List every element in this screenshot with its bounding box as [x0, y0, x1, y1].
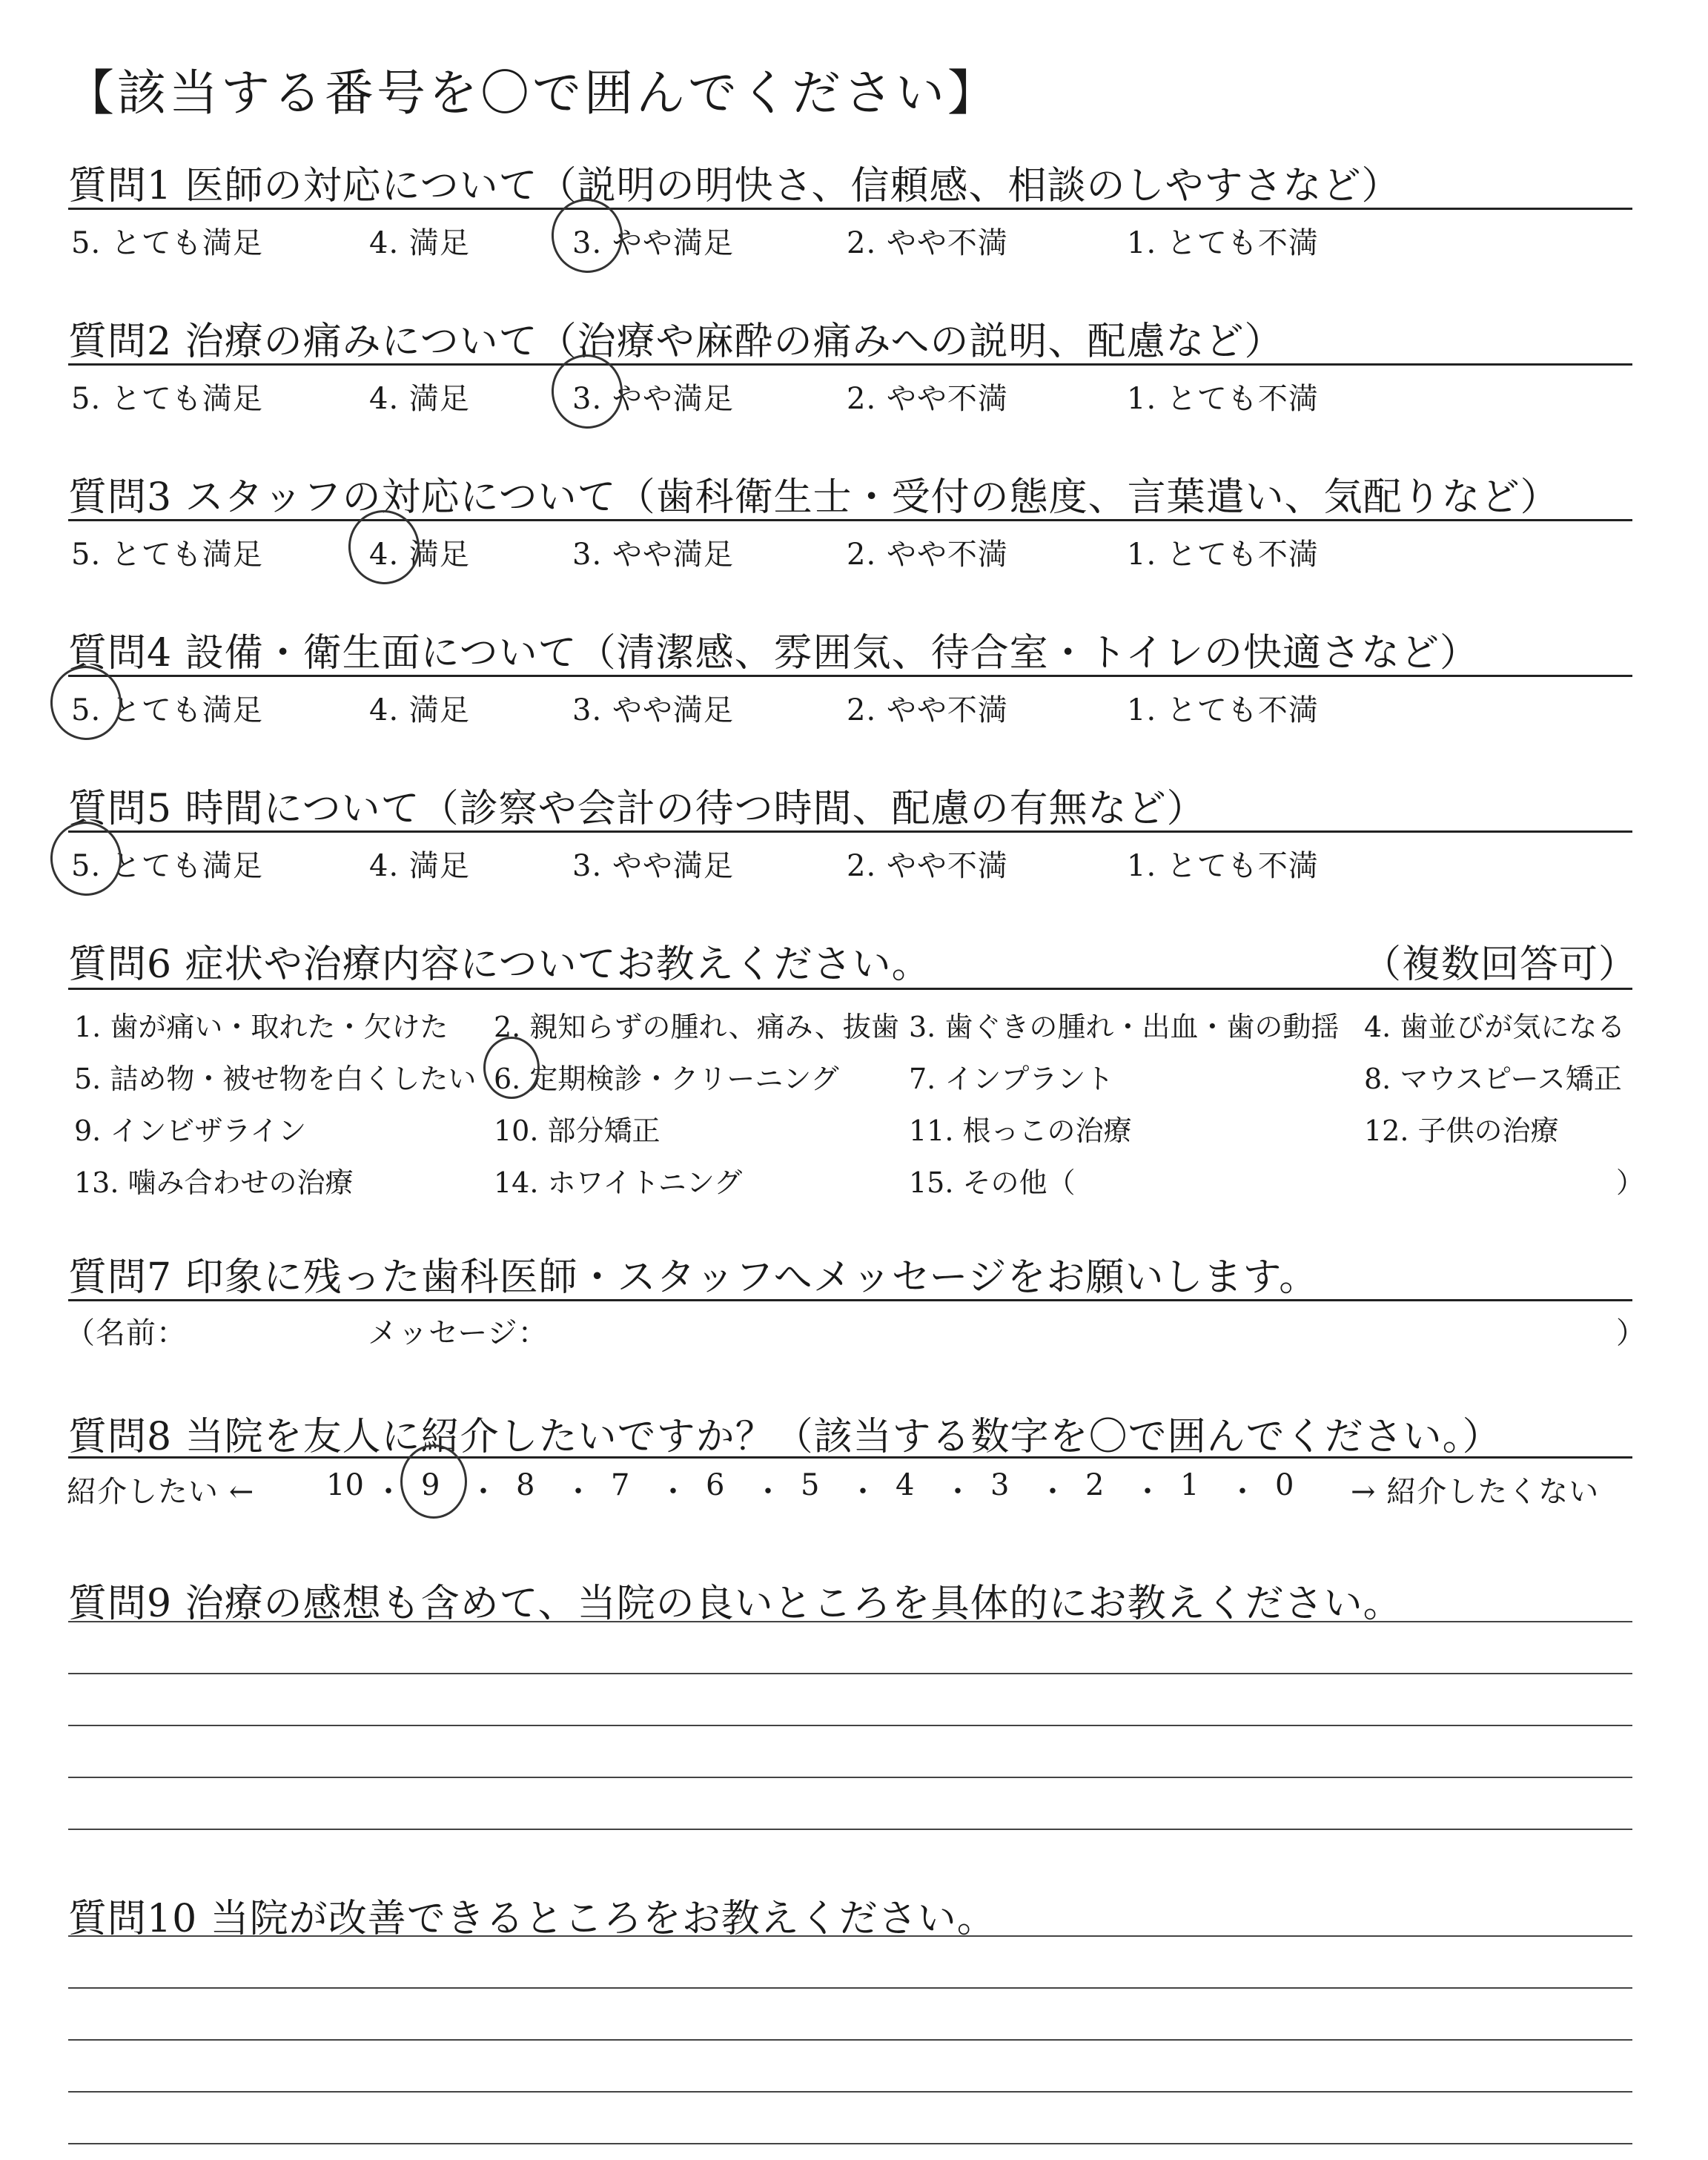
scale-dot: ・: [374, 1475, 403, 1509]
scale-value-5[interactable]: 5: [801, 1468, 820, 1502]
q9-answer-line[interactable]: [68, 1673, 1632, 1674]
q6-option-13[interactable]: 13. 噛み合わせの治療: [74, 1166, 354, 1199]
question-5-option-2[interactable]: 2. やや不満: [847, 849, 1008, 883]
question-4-option-1[interactable]: 1. とても不満: [1127, 693, 1319, 727]
q6-note: （複数回答可）: [1363, 942, 1638, 987]
scale-value-3[interactable]: 3: [990, 1468, 1010, 1502]
q6-option-14[interactable]: 14. ホワイトニング: [494, 1166, 743, 1199]
question-1-option-4[interactable]: 4. 満足: [369, 226, 470, 260]
q6-option-7[interactable]: 7. インプラント: [909, 1063, 1114, 1095]
q6-option-5[interactable]: 5. 詰め物・被せ物を白くしたい: [74, 1063, 477, 1095]
question-1-option-3[interactable]: 3. やや満足: [572, 226, 734, 260]
q6-option-9[interactable]: 9. インビザライン: [74, 1114, 307, 1147]
scale-dot: ・: [469, 1475, 498, 1509]
question-2-option-3[interactable]: 3. やや満足: [572, 382, 734, 416]
q6-option-8[interactable]: 8. マウスピース矯正: [1364, 1063, 1622, 1095]
q7-close: ）: [1616, 1316, 1646, 1350]
scale-value-0[interactable]: 0: [1275, 1468, 1294, 1502]
question-5-option-5[interactable]: 5. とても満足: [71, 849, 263, 883]
q9-answer-line[interactable]: [68, 1621, 1632, 1622]
question-1-rule: [68, 208, 1632, 210]
question-1-option-5[interactable]: 5. とても満足: [71, 226, 263, 260]
q8-right-label: → 紹介したくない: [1351, 1475, 1600, 1509]
scale-dot: ・: [1228, 1475, 1257, 1509]
q6-option-11[interactable]: 11. 根っこの治療: [909, 1114, 1132, 1147]
question-2-title: 質問2 治療の痛みについて（治療や麻酔の痛みへの説明、配慮など）: [68, 320, 1284, 364]
scale-value-8[interactable]: 8: [516, 1468, 535, 1502]
question-4-rule: [68, 675, 1632, 677]
handwritten-circle-mark: [483, 1037, 540, 1099]
scale-value-4[interactable]: 4: [896, 1468, 915, 1502]
q8-rule: [68, 1456, 1632, 1459]
q7-message-label: メッセージ：: [368, 1316, 549, 1350]
question-3-option-5[interactable]: 5. とても満足: [71, 538, 263, 572]
scale-value-2[interactable]: 2: [1085, 1468, 1105, 1502]
question-4-option-2[interactable]: 2. やや不満: [847, 693, 1008, 727]
scale-dot: ・: [943, 1475, 973, 1509]
q6-option-4[interactable]: 4. 歯並びが気になる: [1364, 1011, 1626, 1043]
page-title: 【該当する番号を〇で囲んでください】: [65, 65, 999, 122]
q7-rule: [68, 1299, 1632, 1301]
q10-answer-line[interactable]: [68, 2091, 1632, 2093]
scale-dot: ・: [658, 1475, 688, 1509]
question-2-option-1[interactable]: 1. とても不満: [1127, 382, 1319, 416]
question-3-option-1[interactable]: 1. とても不満: [1127, 538, 1319, 572]
question-4-title: 質問4 設備・衛生面について（清潔感、雰囲気、待合室・トイレの快適さなど）: [68, 631, 1479, 676]
scale-dot: ・: [563, 1475, 593, 1509]
question-4-option-4[interactable]: 4. 満足: [369, 693, 470, 727]
scale-dot: ・: [1038, 1475, 1068, 1509]
question-4-option-3[interactable]: 3. やや満足: [572, 693, 734, 727]
question-5-rule: [68, 830, 1632, 833]
q6-title: 質問6 症状や治療内容についてお教えください。: [68, 942, 931, 987]
scale-dot: ・: [1133, 1475, 1162, 1509]
q8-title: 質問8 当院を友人に紹介したいですか？（該当する数字を〇で囲んでください。）: [68, 1415, 1502, 1459]
question-1-option-1[interactable]: 1. とても不満: [1127, 226, 1319, 260]
scale-value-9[interactable]: 9: [421, 1468, 440, 1502]
q7-name-label: （名前：: [65, 1316, 187, 1350]
question-5-title: 質問5 時間について（診察や会計の待つ時間、配慮の有無など）: [68, 787, 1206, 831]
q6-option-15[interactable]: 15. その他（: [909, 1166, 1076, 1199]
question-2-rule: [68, 363, 1632, 366]
scale-value-10[interactable]: 10: [326, 1468, 364, 1502]
question-1-option-2[interactable]: 2. やや不満: [847, 226, 1008, 260]
q6-option-16: ）: [1616, 1166, 1645, 1199]
question-3-option-4[interactable]: 4. 満足: [369, 538, 470, 572]
q9-title: 質問9 治療の感想も含めて、当院の良いところを具体的にお教えください。: [68, 1582, 1403, 1626]
q10-answer-line[interactable]: [68, 1935, 1632, 1937]
question-5-option-1[interactable]: 1. とても不満: [1127, 849, 1319, 883]
scale-value-7[interactable]: 7: [611, 1468, 630, 1502]
q6-option-3[interactable]: 3. 歯ぐきの腫れ・出血・歯の動揺: [909, 1011, 1340, 1043]
q10-title: 質問10 当院が改善できるところをお教えください。: [68, 1897, 996, 1941]
scale-value-6[interactable]: 6: [706, 1468, 725, 1502]
scale-value-1[interactable]: 1: [1180, 1468, 1199, 1502]
question-5-option-3[interactable]: 3. やや満足: [572, 849, 734, 883]
q10-answer-line[interactable]: [68, 1987, 1632, 1989]
q6-option-12[interactable]: 12. 子供の治療: [1364, 1114, 1559, 1147]
question-3-title: 質問3 スタッフの対応について（歯科衛生士・受付の態度、言葉遣い、気配りなど）: [68, 475, 1560, 520]
handwritten-circle-mark: [400, 1444, 467, 1519]
q9-answer-line[interactable]: [68, 1725, 1632, 1726]
q6-option-10[interactable]: 10. 部分矯正: [494, 1114, 661, 1147]
q6-option-6[interactable]: 6. 定期検診・クリーニング: [494, 1063, 839, 1095]
question-2-option-4[interactable]: 4. 満足: [369, 382, 470, 416]
scale-dot: ・: [848, 1475, 878, 1509]
question-4-option-5[interactable]: 5. とても満足: [71, 693, 263, 727]
q10-answer-line[interactable]: [68, 2039, 1632, 2041]
question-3-rule: [68, 519, 1632, 521]
q9-answer-line[interactable]: [68, 1829, 1632, 1830]
question-1-title: 質問1 医師の対応について（説明の明快さ、信頼感、相談のしやすさなど）: [68, 164, 1401, 208]
question-5-option-4[interactable]: 4. 満足: [369, 849, 470, 883]
q10-answer-line[interactable]: [68, 2143, 1632, 2144]
question-3-option-2[interactable]: 2. やや不満: [847, 538, 1008, 572]
q9-answer-line[interactable]: [68, 1777, 1632, 1778]
q8-left-label: 紹介したい ←: [67, 1475, 255, 1509]
q7-title: 質問7 印象に残った歯科医師・スタッフへメッセージをお願いします。: [68, 1255, 1319, 1300]
question-3-option-3[interactable]: 3. やや満足: [572, 538, 734, 572]
question-2-option-5[interactable]: 5. とても満足: [71, 382, 263, 416]
question-2-option-2[interactable]: 2. やや不満: [847, 382, 1008, 416]
q6-rule: [68, 988, 1632, 990]
scale-dot: ・: [753, 1475, 783, 1509]
q6-option-2[interactable]: 2. 親知らずの腫れ、痛み、抜歯: [494, 1011, 899, 1043]
q6-option-1[interactable]: 1. 歯が痛い・取れた・欠けた: [74, 1011, 448, 1043]
